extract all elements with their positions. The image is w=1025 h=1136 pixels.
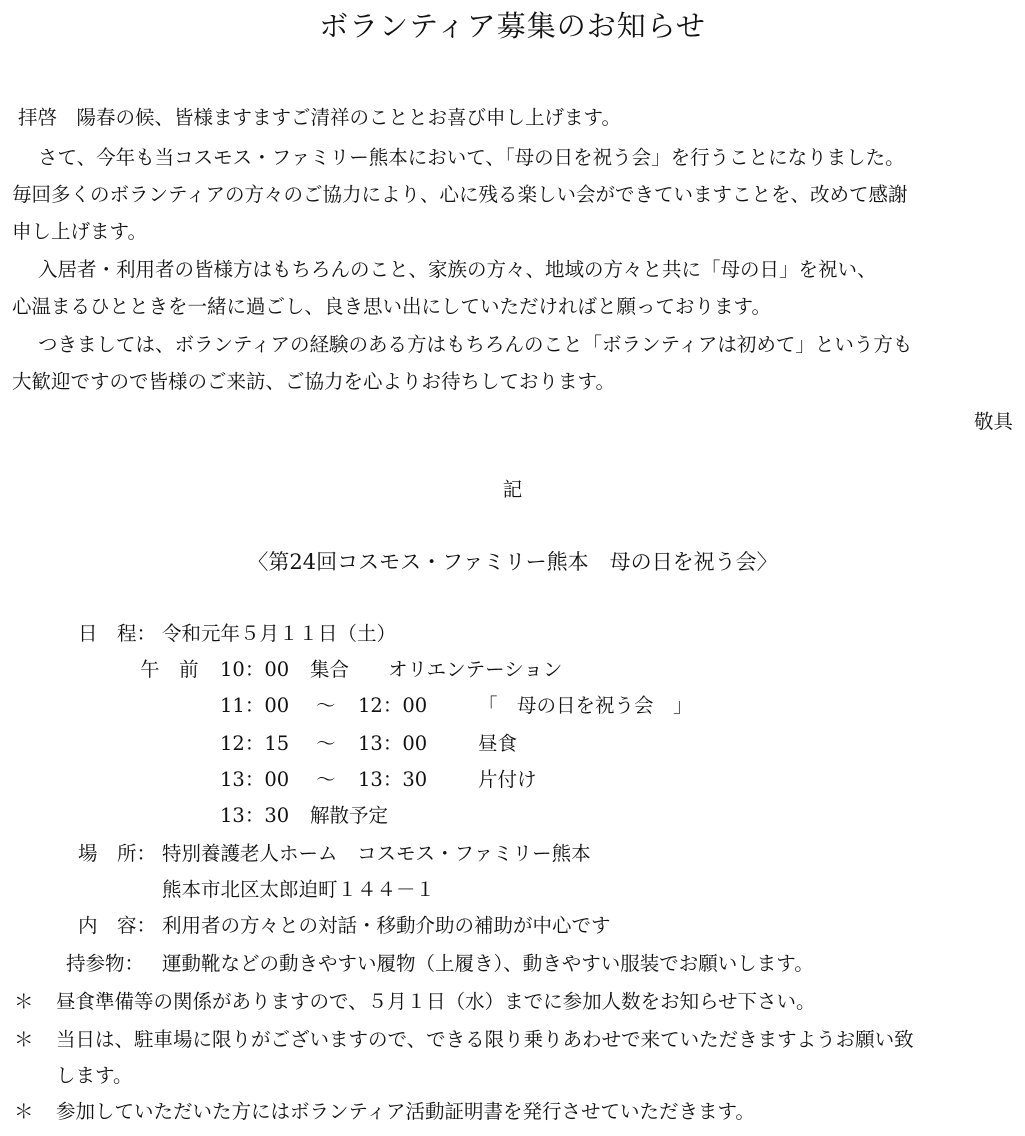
schedule-label: 日 程： [78,622,157,645]
schedule-item-2-time: 11：00 [220,694,290,717]
place-address: 熊本市北区太郎迫町１４４－１ [162,878,436,901]
schedule-item-2-activity: 「 母の日を祝う会 」 [478,694,693,717]
note-1-text: 昼食準備等の関係がありますので、５月１日（水）までに参加人数をお知らせ下さい。 [56,990,816,1013]
place-label: 場 所： [78,842,157,865]
schedule-item-2-end: 12：00 [358,694,428,717]
schedule-item-5-activity: 解散予定 [310,804,389,827]
closing-text: 敬具 [973,410,1013,433]
note-3-text: 参加していただいた方にはボランティア活動証明書を発行させていただきます。 [56,1100,755,1123]
belongings-value: 運動靴などの動きやすい履物（上履き）、動きやすい服装でお願いします。 [162,952,814,975]
note-2-mark: ＊ [14,1028,34,1051]
schedule-item-1-activity: 集合 オリエンテーション [310,658,563,681]
schedule-item-4-tilde: ～ [316,768,336,791]
content-value: 利用者の方々との対話・移動介助の補助が中心です [162,914,611,937]
schedule-item-3-end: 13：00 [358,732,428,755]
schedule-item-3-activity: 昼食 [478,732,518,755]
place-name: 特別養護老人ホーム コスモス・ファミリー熊本 [162,842,591,865]
schedule-item-1-time: 10：00 [220,658,290,681]
paragraph1-line3: 申し上げます。 [12,220,147,243]
schedule-am-label: 午 前 [140,658,199,681]
paragraph2-line2: 心温まるひとときを一緒に過ごし、良き思い出にしていただければと願っております。 [12,295,771,318]
note-1-mark: ＊ [14,990,34,1013]
schedule-item-2-tilde: ～ [316,694,336,717]
paragraph1-line2: 毎回多くのボランティアの方々のご協力により、心に残る楽しい会ができていますことを、改めて感謝 [12,183,908,206]
ki-heading: 記 [502,478,523,501]
schedule-item-3-tilde: ～ [316,732,336,755]
content-label: 内 容： [78,914,157,937]
greeting-line: 拝啓 陽春の候、皆様ますますご清祥のこととお喜び申し上げます。 [18,106,621,129]
schedule-item-3-time: 12：15 [220,732,290,755]
paragraph1-line1: さて、今年も当コスモス・ファミリー熊本において、「母の日を祝う会」を行うことになりました。 [38,146,905,169]
schedule-item-4-time: 13：00 [220,768,290,791]
note-3-mark: ＊ [14,1100,34,1123]
paragraph3-line2: 大歓迎ですので皆様のご来訪、ご協力を心よりお待ちしております。 [12,370,615,393]
schedule-item-4-end: 13：30 [358,768,428,791]
document-title: ボランティア募集のお知らせ [319,9,706,43]
schedule-item-4-activity: 片付け [478,768,537,791]
note-2-text-line2: します。 [56,1064,133,1087]
paragraph3-line1: つきましては、ボランティアの経験のある方はもちろんのこと「ボランティアは初めて」という方も [38,333,913,356]
note-2-text-line1: 当日は、駐車場に限りがございますので、できる限り乗りあわせで来ていただきますようお願い致 [56,1028,914,1051]
belongings-label: 持参物： [66,952,145,975]
schedule-item-5-time: 13：30 [220,804,290,827]
paragraph2-line1: 入居者・利用者の皆様方はもちろんのこと、家族の方々、地域の方々と共に「母の日」を祝い、 [38,258,877,281]
schedule-date: 令和元年５月１１日（土） [162,622,397,645]
event-title: 〈第24回コスモス・ファミリー熊本 母の日を祝う会〉 [247,550,778,574]
